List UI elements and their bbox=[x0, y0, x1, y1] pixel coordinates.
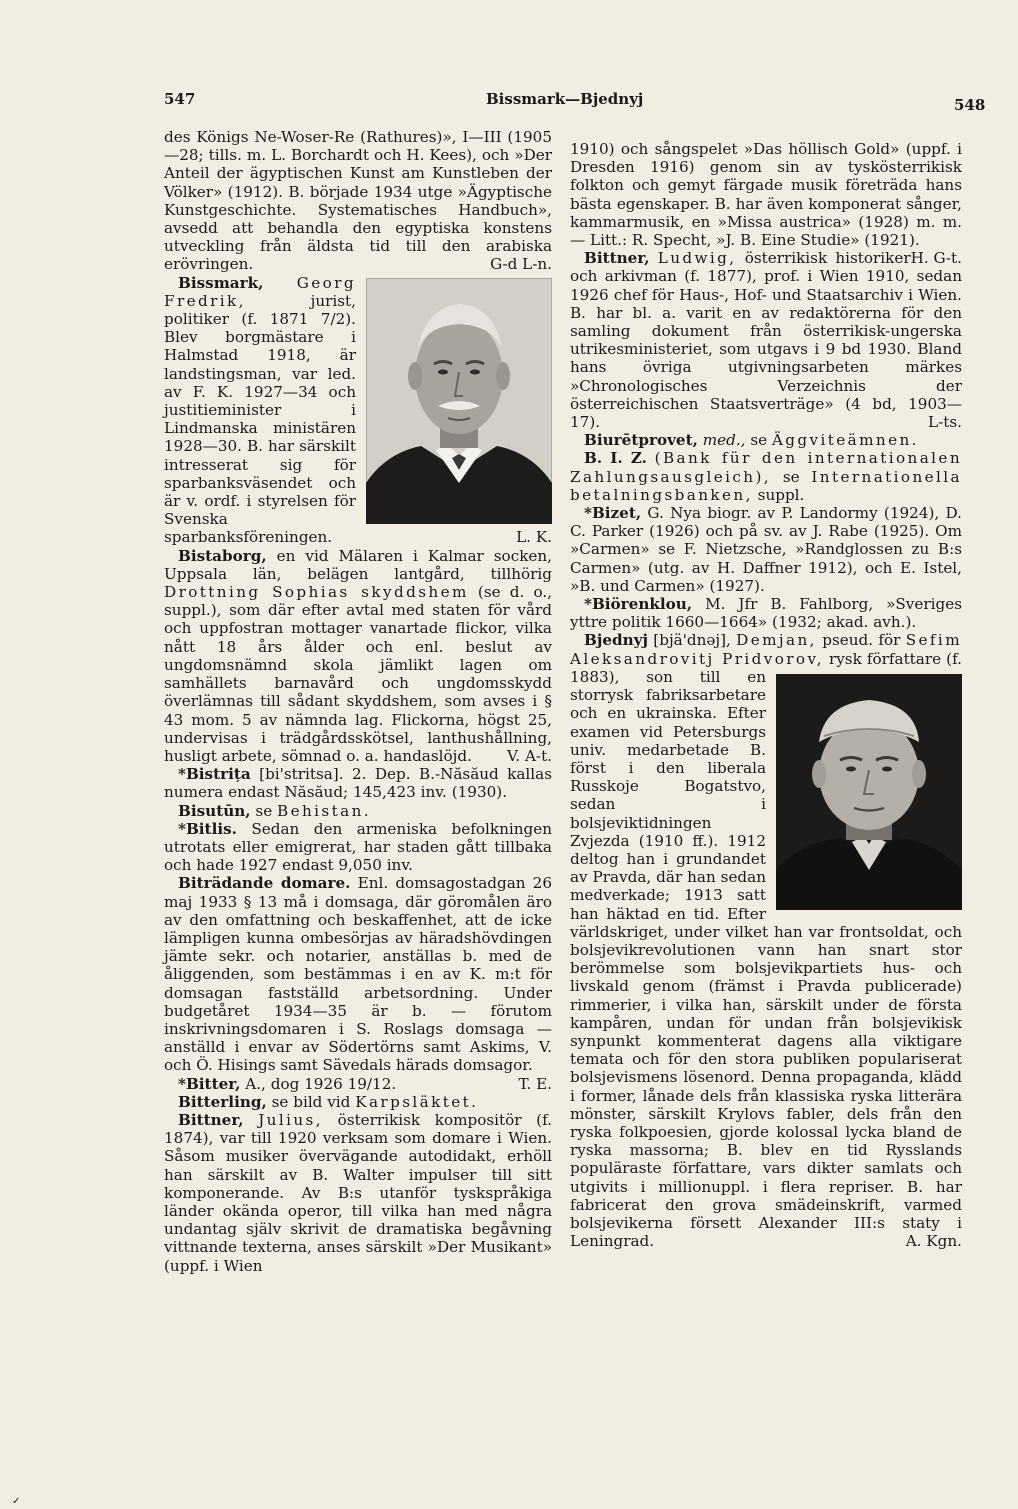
running-title: Bissmark—Bjednyj bbox=[486, 90, 644, 108]
entry-bjednyj: Bjednyj [bjä'dnəj], Demjan, pseud. för Sefim Aleksandrovitj Pridvorov, rysk författare (f. 1883), son till en storrysk fabriksarbetare och en ukrainska. Efter examen vid Petersburgs univ. medarbetade B. först i den liberala Russkoje Bogatstvo, sedan i bolsjeviktidningen Zvjezda (1910 ff.). 1912 deltog han i grundandet av Pravda, där han sedan medverkade; 1913 satt han häktad en tid. Efter världskriget, under vilket han var frontsoldat, och bolsjevikrevolutionen vann han snart stor berömmelse som bolsjevikpartiets hus- och livskald genom (främst i Pravda publicerade) rimmerier, i vilka han, särskilt under de första kampåren, undan för undan från bolsjevikisk synpunkt kommenterat dagens alla viktigare temata och för den stora publiken populariserat bolsjevismens lösenord. Denna propaganda, klädd i former, lånade dels från klassiska ryska litterära mönster, särskilt Krylovs fabler, dels från den ryska folkpoesien, gjorde kolossal lycka bland de ryska massorna; B. blev en tid Rysslands populäraste författare, vars dikter samlats och utgivits i millionuppl. i flera repriser. B. har fabricerat den grova smädeinskrift, varmed bolsjevikerna försett Alexander III:s staty i Leningrad. A. Kgn. bbox=[570, 631, 962, 1251]
entry-head: *Bizet, bbox=[584, 504, 642, 523]
expanded-name: (Bank für den internationalen Zahlungsausgleich), bbox=[570, 449, 962, 486]
signature: V. A-t. bbox=[507, 746, 552, 765]
portrait-bjednyj-image bbox=[776, 674, 962, 910]
continued-entry: des Königs Ne-Woser-Re (Rathures)», I—III (1905—28; tills. m. L. Borchardt och H. Kees), och »Der Anteil der ägyptischen Kunst am Kunstleben der Völker» (1912). B. började 1934 utge »Ägyptische Kunstgeschichte. Systematisches Handbuch», avsedd att behandla den egyptiska konstens utveckling från äldsta tid till den arabiska erövringen. G-d L-n. bbox=[164, 128, 552, 274]
continued-entry: 1910) och sångspelet »Das höllisch Gold» (uppf. i Dresden 1916) genom sin av tyskösterrikisk folkton och gemyt färgade musik företräda hans bästa egenskaper. B. har även komponerat sånger, kammarmusik, en »Missa austrica» (1928) m. m. — Litt.: R. Specht, »J. B. Eine Studie» (1921). H. G-t. bbox=[570, 140, 962, 268]
entry-head: Bitterling, bbox=[178, 1092, 267, 1111]
pronunciation: [bjä'dnəj], bbox=[653, 631, 731, 650]
entry-bissmark: Bissmark, Georg Fredrik, jurist, politiker (f. 1871 7/2). Blev borgmästare i Halmstad 1918, är landstingsman, var led. av F. K. 1927—34 och justitieminister i Lindmanska ministären 1928—30. B. har särskilt intresserat sig för sparbanksväsendet och är v. ordf. i styrelsen för Svenska sparbanksföreningen. L. K. bbox=[164, 273, 552, 547]
portrait-bissmark bbox=[366, 278, 552, 524]
entry-head: *Bitlis. bbox=[178, 819, 237, 838]
portrait-bissmark-image bbox=[366, 278, 552, 524]
cross-reference: Äggviteämnen. bbox=[771, 431, 919, 450]
entry-bistaborg: Bistaborg, en vid Mälaren i Kalmar socken, Uppsala län, belägen lantgård, tillhörig Drottning Sophias skyddshem (se d. o., suppl.), som där efter avtal med staten för vård och uppfostran mottager vanartade flickor, vilka nått 18 års ålder och enl. beslut av ungdomsnämnd skola jämlikt lagen om samhällets barnavård och ungdomsskydd överlämnas till sådant skyddshem, som avses i § 43 mom. 5 av nämnda lag. Flickorna, högst 25, undervisas i trädgårdsskötsel, lanthushållning, husligt arbete, sömnad o. a. handaslöjd. V. A-t. bbox=[164, 546, 552, 765]
entry-head: *Bistrița bbox=[178, 765, 251, 784]
entry-bitterling: Bitterling, se bild vid Karpsläktet. bbox=[178, 1092, 479, 1111]
person-name: Demjan, bbox=[736, 631, 817, 650]
cross-reference: Drottning Sophias skyddshem bbox=[164, 583, 469, 602]
real-name: Sefim Aleksandrovitj Pridvorov, bbox=[570, 631, 962, 668]
page-number-right: 548 bbox=[954, 96, 986, 114]
left-column bbox=[164, 128, 552, 1275]
person-name: Georg Fredrik, bbox=[164, 273, 356, 310]
signature: T. E. bbox=[518, 1074, 552, 1093]
entry-bisutun: Bisutūn, se Behistan. bbox=[178, 801, 371, 820]
entry-biz: B. I. Z. (Bank für den internationalen Zahlungsausgleich), se Internationella betalningsbanken, suppl. bbox=[570, 449, 963, 504]
entry-biuretprovet: Biurētprovet, med., se Äggviteämnen. bbox=[584, 431, 919, 450]
signature: H. G-t. bbox=[910, 249, 962, 268]
cross-reference: Internationella betalningsbanken, bbox=[570, 467, 963, 504]
entry-head: Bissmark, bbox=[178, 273, 264, 292]
entry-head: *Bitter, bbox=[178, 1074, 241, 1093]
entry-bitlis: *Bitlis. Sedan den armeniska befolkningen utrotats eller emigrerat, har staden gått tillbaka och hade 1927 endast 9,050 inv. bbox=[164, 819, 552, 875]
subject-abbr: med., bbox=[702, 431, 746, 450]
person-name: Julius, bbox=[258, 1110, 323, 1129]
entry-head: Biträdande domare. bbox=[178, 874, 351, 893]
portrait-bjednyj bbox=[776, 674, 962, 910]
signature: A. Kgn. bbox=[905, 1232, 962, 1251]
person-name: Ludwig, bbox=[657, 249, 737, 268]
entry-head: Bistaborg, bbox=[178, 546, 267, 565]
entry-head: Bjednyj bbox=[584, 631, 648, 650]
cross-reference: Behistan. bbox=[277, 801, 371, 820]
entry-bistrita: *Bistrița [bi'stritsa]. 2. Dep. B.-Năsăud kallas numera endast Năsăud; 145,423 inv. (1930). bbox=[164, 765, 552, 802]
entry-bitradande-domare: Biträdande domare. Enl. domsagostadgan 26 maj 1933 § 13 må i domsaga, där göromålen äro av den omfattning och beskaffenhet, att de icke lämpligen kunna ombesörjas av häradshövdingen jämte sekr. och notarier, anställas b. med de åliggenden, som bestämmas i en av K. m:t för domsagan fastställd arbetsordning. Under budgetåret 1934—35 är b. — förutom inskrivningsdomaren i S. Roslags domsaga — anställd i envar av Södertörns samt Askims, V. och Ö. Hisings samt Sävedals härads domsagor. T. E. bbox=[164, 874, 553, 1093]
page-number-left: 547 bbox=[164, 90, 196, 108]
page-corner-mark: ✓ bbox=[12, 1496, 21, 1507]
right-column bbox=[570, 140, 962, 1250]
entry-bittner-ludwig: Bittner, Ludwig, österrikisk historiker och arkivman (f. 1877), prof. i Wien 1910, sedan 1926 chef för Haus-, Hof- und Staatsarchiv i Wien. B. har bl. a. varit en av redaktörerna för den samling dokument från österrikisk-ungerska utrikesministeriet, som utgavs i 9 bd 1930. Bland hans övriga utgivningsarbeten märkes »Chronologisches Verzeichnis der österreichischen Staatsverträge» (4 bd, 1903—17). L-ts. bbox=[570, 249, 962, 432]
entry-head: *Biörenklou, bbox=[584, 595, 693, 614]
entry-bittner-julius: Bittner, Julius, österrikisk kompositör (f. 1874), var till 1920 verksam som domare i Wien. Såsom musiker övervägande autodidakt, erhöll han särskilt av B. Walter impulser till sitt komponerande. Av B:s utanför tyskspråkiga länder okända operor, till vilka han med några undantag själv skrivit de dramatiska begåvning vittnande texterna, anses särskilt »Der Musikant» (uppf. i Wien bbox=[164, 1110, 553, 1275]
entry-head: B. I. Z. bbox=[584, 449, 647, 468]
entry-head: Bittner, bbox=[178, 1110, 244, 1129]
entry-head: Bittner, bbox=[584, 249, 650, 268]
entry-head: Bisutūn, bbox=[178, 801, 251, 820]
entry-biorenklou: *Biörenklou, M. Jfr B. Fahlborg, »Sveriges yttre politik 1660—1664» (1932; akad. avh.). bbox=[570, 595, 962, 632]
signature: L-ts. bbox=[928, 413, 962, 432]
entry-head: Biurētprovet, bbox=[584, 431, 698, 450]
cross-reference: Karpsläktet. bbox=[355, 1092, 479, 1111]
signature: G-d L-n. bbox=[490, 255, 552, 274]
entry-bitter: *Bitter, A., dog 1926 19/12. bbox=[178, 1074, 397, 1093]
entry-bizet: *Bizet, G. Nya biogr. av P. Landormy (1924), D. C. Parker (1926) och på sv. av J. Rabe (1925). Om »Carmen» se F. Nietzsche, »Randglossen zu B:s Carmen» (utg. av H. Daffner 1912), och E. Istel, »B. und Carmen» (1927). bbox=[570, 504, 963, 595]
signature: L. K. bbox=[516, 528, 552, 547]
